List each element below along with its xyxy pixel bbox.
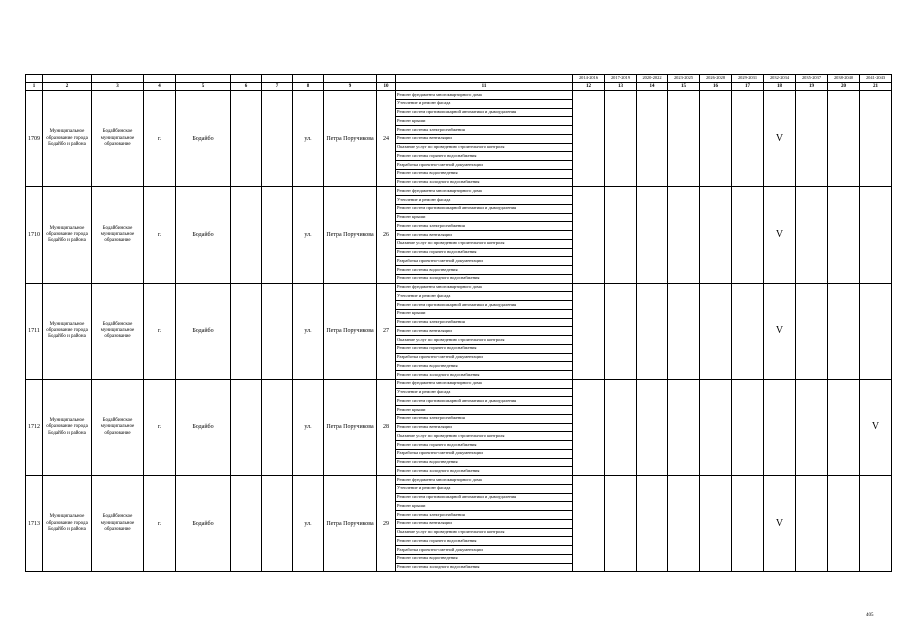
work-item-cell: Ремонт системы электроснабжения	[396, 126, 573, 135]
record-number-cell: 1710	[26, 187, 43, 283]
street-name-cell: Петра Поручикова	[324, 187, 377, 283]
schedule-cell	[700, 187, 732, 283]
table-row	[26, 187, 892, 196]
municipality-cell: Муниципальное образование города Бодайбо и района	[43, 283, 92, 379]
schedule-cell	[732, 283, 764, 379]
empty-cell	[262, 476, 293, 572]
street-type-cell: ул.	[293, 91, 324, 187]
municipal-entity-cell: Бодайбинское муниципальное образование	[92, 283, 144, 379]
column-number-cell: 20	[828, 83, 860, 91]
work-item-cell: Ремонт крыши	[396, 406, 573, 415]
settlement-type-cell: г.	[144, 283, 176, 379]
schedule-cell	[573, 91, 605, 187]
work-item-cell: Ремонт системы горячего водоснабжения	[396, 344, 573, 353]
schedule-mark-cell: V	[860, 379, 892, 475]
city-cell: Бодайбо	[176, 187, 231, 283]
house-number-cell: 29	[377, 476, 396, 572]
municipality-cell: Муниципальное образование города Бодайбо и района	[43, 187, 92, 283]
schedule-cell	[860, 91, 892, 187]
city-cell: Бодайбо	[176, 283, 231, 379]
schedule-cell	[700, 476, 732, 572]
house-number-cell: 26	[377, 187, 396, 283]
column-number-cell: 16	[700, 83, 732, 91]
work-item-cell: Ремонт системы вентиляции	[396, 519, 573, 528]
work-item-cell: Ремонт систем противопожарной автоматики и дымоудаления	[396, 301, 573, 310]
schedule-cell	[605, 91, 637, 187]
header-empty-cell	[396, 75, 573, 83]
schedule-cell	[732, 91, 764, 187]
work-item-cell: Ремонт фундамента многоквартирного дома	[396, 379, 573, 388]
house-number-cell: 27	[377, 283, 396, 379]
period-header-cell: 2020-2022	[637, 75, 668, 83]
work-item-cell: Утепление и ремонт фасада	[396, 388, 573, 397]
period-header-cell: 2014-2016	[573, 75, 605, 83]
municipality-cell: Муниципальное образование города Бодайбо и района	[43, 379, 92, 475]
work-item-cell: Ремонт крыши	[396, 117, 573, 126]
empty-cell	[231, 91, 262, 187]
work-item-cell: Оказание услуг по проведению строительного контроля	[396, 239, 573, 248]
column-number-cell: 14	[637, 83, 668, 91]
work-item-cell: Ремонт крыши	[396, 213, 573, 222]
schedule-cell	[828, 91, 860, 187]
work-item-cell: Ремонт системы вентиляции	[396, 423, 573, 432]
column-number-cell: 2	[43, 83, 92, 91]
work-item-cell: Ремонт систем противопожарной автоматики и дымоудаления	[396, 493, 573, 502]
header-empty-cell	[92, 75, 144, 83]
header-empty-cell	[26, 75, 43, 83]
period-header-cell: 2023-2025	[668, 75, 700, 83]
column-number-cell: 8	[293, 83, 324, 91]
work-item-cell: Утепление и ремонт фасада	[396, 292, 573, 301]
schedule-cell	[700, 379, 732, 475]
schedule-cell	[573, 187, 605, 283]
column-number-cell: 9	[324, 83, 377, 91]
municipal-entity-cell: Бодайбинское муниципальное образование	[92, 91, 144, 187]
schedule-cell	[796, 476, 828, 572]
column-number-cell: 5	[176, 83, 231, 91]
work-item-cell: Ремонт фундамента многоквартирного дома	[396, 476, 573, 485]
city-cell: Бодайбо	[176, 476, 231, 572]
schedule-cell	[605, 476, 637, 572]
record-number-cell: 1713	[26, 476, 43, 572]
work-item-cell: Оказание услуг по проведению строительного контроля	[396, 432, 573, 441]
schedule-cell	[668, 379, 700, 475]
schedule-cell	[828, 283, 860, 379]
work-item-cell: Ремонт системы холодного водоснабжения	[396, 178, 573, 187]
work-item-cell: Ремонт системы горячего водоснабжения	[396, 152, 573, 161]
schedule-cell	[573, 476, 605, 572]
work-item-cell: Ремонт системы холодного водоснабжения	[396, 274, 573, 283]
schedule-cell	[700, 91, 732, 187]
capital-repair-table	[25, 74, 892, 572]
column-number-cell: 13	[605, 83, 637, 91]
empty-cell	[262, 283, 293, 379]
schedule-cell	[573, 379, 605, 475]
period-header-cell: 2032-2034	[764, 75, 796, 83]
column-number-row	[26, 83, 892, 91]
column-number-cell: 4	[144, 83, 176, 91]
header-empty-cell	[144, 75, 176, 83]
empty-cell	[231, 476, 262, 572]
column-number-cell: 3	[92, 83, 144, 91]
column-number-cell: 19	[796, 83, 828, 91]
period-header-cell: 2038-2040	[828, 75, 860, 83]
schedule-cell	[860, 476, 892, 572]
schedule-cell	[796, 91, 828, 187]
period-header-cell: 2017-2019	[605, 75, 637, 83]
work-item-cell: Ремонт системы холодного водоснабжения	[396, 371, 573, 380]
table-body	[26, 75, 892, 572]
street-name-cell: Петра Поручикова	[324, 283, 377, 379]
column-number-cell: 17	[732, 83, 764, 91]
period-header-cell: 2035-2037	[796, 75, 828, 83]
municipal-entity-cell: Бодайбинское муниципальное образование	[92, 187, 144, 283]
street-type-cell: ул.	[293, 476, 324, 572]
schedule-cell	[732, 187, 764, 283]
work-item-cell: Утепление и ремонт фасада	[396, 484, 573, 493]
column-number-cell: 11	[396, 83, 573, 91]
work-item-cell: Ремонт фундамента многоквартирного дома	[396, 187, 573, 196]
municipal-entity-cell: Бодайбинское муниципальное образование	[92, 379, 144, 475]
period-header-row	[26, 75, 892, 83]
work-item-cell: Ремонт систем противопожарной автоматики и дымоудаления	[396, 108, 573, 117]
schedule-cell	[637, 476, 668, 572]
table-row	[26, 91, 892, 100]
street-name-cell: Петра Поручикова	[324, 476, 377, 572]
work-item-cell: Ремонт системы холодного водоснабжения	[396, 563, 573, 572]
schedule-cell	[668, 476, 700, 572]
street-name-cell: Петра Поручикова	[324, 379, 377, 475]
header-empty-cell	[377, 75, 396, 83]
schedule-cell	[828, 379, 860, 475]
work-item-cell: Ремонт системы электроснабжения	[396, 222, 573, 231]
table-row	[26, 283, 892, 292]
schedule-mark-cell: V	[764, 283, 796, 379]
table-row	[26, 476, 892, 485]
column-number-cell: 12	[573, 83, 605, 91]
header-empty-cell	[293, 75, 324, 83]
work-item-cell: Ремонт фундамента многоквартирного дома	[396, 283, 573, 292]
work-item-cell: Ремонт крыши	[396, 309, 573, 318]
street-type-cell: ул.	[293, 379, 324, 475]
empty-cell	[231, 379, 262, 475]
schedule-cell	[637, 379, 668, 475]
empty-cell	[231, 283, 262, 379]
column-number-cell: 1	[26, 83, 43, 91]
work-item-cell: Ремонт системы холодного водоснабжения	[396, 467, 573, 476]
settlement-type-cell: г.	[144, 187, 176, 283]
house-number-cell: 24	[377, 91, 396, 187]
header-empty-cell	[176, 75, 231, 83]
empty-cell	[262, 379, 293, 475]
column-number-cell: 21	[860, 83, 892, 91]
work-item-cell: Ремонт крыши	[396, 502, 573, 511]
period-header-cell: 2041-2043	[860, 75, 892, 83]
column-number-cell: 7	[262, 83, 293, 91]
schedule-mark-cell: V	[764, 91, 796, 187]
header-empty-cell	[43, 75, 92, 83]
period-header-cell: 2029-2031	[732, 75, 764, 83]
work-item-cell: Ремонт системы вентиляции	[396, 134, 573, 143]
schedule-cell	[605, 379, 637, 475]
house-number-cell: 28	[377, 379, 396, 475]
record-number-cell: 1711	[26, 283, 43, 379]
settlement-type-cell: г.	[144, 91, 176, 187]
schedule-cell	[732, 476, 764, 572]
column-number-cell: 6	[231, 83, 262, 91]
schedule-cell	[700, 283, 732, 379]
schedule-cell	[573, 283, 605, 379]
work-item-cell: Разработка проектно-сметной документации	[396, 161, 573, 170]
work-item-cell: Разработка проектно-сметной документации	[396, 449, 573, 458]
work-item-cell: Ремонт системы горячего водоснабжения	[396, 248, 573, 257]
work-item-cell: Ремонт системы водоотведения	[396, 266, 573, 275]
work-item-cell: Оказание услуг по проведению строительного контроля	[396, 336, 573, 345]
city-cell: Бодайбо	[176, 91, 231, 187]
work-item-cell: Утепление и ремонт фасада	[396, 196, 573, 205]
header-empty-cell	[231, 75, 262, 83]
schedule-cell	[796, 379, 828, 475]
work-item-cell: Ремонт системы водоотведения	[396, 554, 573, 563]
schedule-mark-cell: V	[764, 187, 796, 283]
street-name-cell: Петра Поручикова	[324, 91, 377, 187]
municipal-entity-cell: Бодайбинское муниципальное образование	[92, 476, 144, 572]
city-cell: Бодайбо	[176, 379, 231, 475]
header-empty-cell	[262, 75, 293, 83]
record-number-cell: 1712	[26, 379, 43, 475]
work-item-cell: Ремонт системы вентиляции	[396, 231, 573, 240]
street-type-cell: ул.	[293, 283, 324, 379]
settlement-type-cell: г.	[144, 476, 176, 572]
work-item-cell: Ремонт системы вентиляции	[396, 327, 573, 336]
work-item-cell: Разработка проектно-сметной документации	[396, 546, 573, 555]
settlement-type-cell: г.	[144, 379, 176, 475]
schedule-cell	[828, 476, 860, 572]
empty-cell	[231, 187, 262, 283]
schedule-cell	[860, 187, 892, 283]
work-item-cell: Ремонт системы водоотведения	[396, 458, 573, 467]
schedule-mark-cell: V	[764, 476, 796, 572]
empty-cell	[262, 91, 293, 187]
work-item-cell: Разработка проектно-сметной документации	[396, 353, 573, 362]
work-item-cell: Ремонт системы горячего водоснабжения	[396, 537, 573, 546]
table-row	[26, 379, 892, 388]
empty-cell	[262, 187, 293, 283]
work-item-cell: Ремонт системы водоотведения	[396, 362, 573, 371]
schedule-cell	[637, 283, 668, 379]
work-item-cell: Утепление и ремонт фасада	[396, 99, 573, 108]
work-item-cell: Ремонт систем противопожарной автоматики и дымоудаления	[396, 397, 573, 406]
column-number-cell: 10	[377, 83, 396, 91]
schedule-cell	[668, 187, 700, 283]
record-number-cell: 1709	[26, 91, 43, 187]
schedule-cell	[605, 283, 637, 379]
schedule-cell	[764, 379, 796, 475]
work-item-cell: Оказание услуг по проведению строительного контроля	[396, 143, 573, 152]
header-empty-cell	[324, 75, 377, 83]
work-item-cell: Разработка проектно-сметной документации	[396, 257, 573, 266]
work-item-cell: Ремонт системы электроснабжения	[396, 511, 573, 520]
schedule-cell	[668, 91, 700, 187]
work-item-cell: Ремонт системы водоотведения	[396, 169, 573, 178]
work-item-cell: Ремонт системы электроснабжения	[396, 318, 573, 327]
work-item-cell: Оказание услуг по проведению строительного контроля	[396, 528, 573, 537]
schedule-cell	[828, 187, 860, 283]
work-item-cell: Ремонт фундамента многоквартирного дома	[396, 91, 573, 100]
schedule-cell	[637, 91, 668, 187]
work-item-cell: Ремонт системы электроснабжения	[396, 414, 573, 423]
period-header-cell: 2026-2028	[700, 75, 732, 83]
page-number: 405	[866, 613, 874, 618]
column-number-cell: 15	[668, 83, 700, 91]
work-item-cell: Ремонт системы горячего водоснабжения	[396, 441, 573, 450]
schedule-cell	[732, 379, 764, 475]
municipality-cell: Муниципальное образование города Бодайбо и района	[43, 476, 92, 572]
schedule-cell	[796, 187, 828, 283]
column-number-cell: 18	[764, 83, 796, 91]
schedule-cell	[668, 283, 700, 379]
municipality-cell: Муниципальное образование города Бодайбо и района	[43, 91, 92, 187]
schedule-cell	[860, 283, 892, 379]
work-item-cell: Ремонт систем противопожарной автоматики и дымоудаления	[396, 204, 573, 213]
street-type-cell: ул.	[293, 187, 324, 283]
schedule-cell	[605, 187, 637, 283]
schedule-cell	[796, 283, 828, 379]
schedule-cell	[637, 187, 668, 283]
